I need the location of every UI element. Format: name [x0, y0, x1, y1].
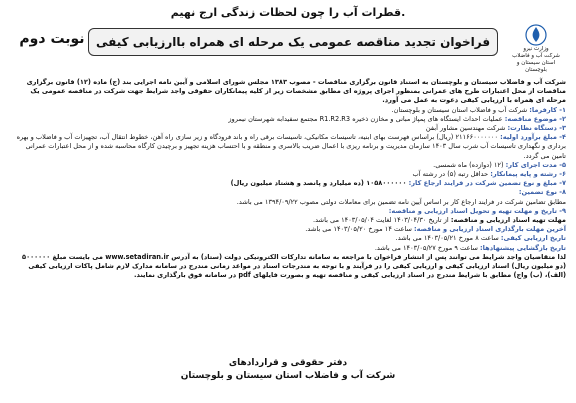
round-label: نوبت دوم — [19, 31, 85, 47]
notice-footer — [0, 357, 576, 383]
logo-line-3: استان سیستان و بلوچستان — [516, 60, 556, 73]
notice-title: فراخوان تجدید مناقصه عمومی یک مرحله ای همراه باارزیابی کیفی — [95, 35, 491, 49]
item-9-prep: مهلت تهیه اسناد ارزیابی و مناقصه: از تاریخ ۱۴۰۳/۰۴/۳۰ لغایت ۱۴۰۳/۰۵/۰۴ می باشد. — [312, 216, 566, 225]
item-1: ۱- کارفرما: شرکت آب و فاضلاب استان سیستان و بلوچستان. — [391, 105, 566, 114]
item-9: ۹- تاریخ و مهلت تهیه و تحویل اسناد ارزیابی و مناقصه: — [388, 206, 566, 215]
notice-header — [8, 22, 568, 78]
item-6: ۶- رشته و پایه پیمانکار: حداقل رتبه (۵) در رشته آب — [412, 170, 566, 179]
slogan: قطرات آب را چون لحظات زندگی ارج نهیم. — [170, 6, 406, 19]
intro-paragraph: شرکت آب و فاضلاب سیستان و بلوچستان به استناد قانون برگزاری مناقصات - مصوب ۱۳۸۳ مجلس شورای اسلامی و آیین نامه اجرایی بند (ج) ماده (۱۲) قانون برگزاری مناقصات از محل اعتبارات طرح های عمرانی بمنظور اجرای پروژه ای مطابق مشخصات زیر از کلیه پیمانکاران حقوقی واجد شرایط جهت شرکت در مناقصه عمومی یک مرحله ای همراه با ارزیابی کیفی دعوت به عمل می آورد. — [26, 78, 566, 105]
closing-paragraph: لذا متقاضیان واجد شرایط می توانند پس از انتشار فراخوان با مراجعه به سامانه تدارکات الکترونیکی دولت (ستاد) به آدرس www.setadiran.ir می بایست مبلغ ۵۰۰۰۰۰۰ (دو میلیون ریال) اسناد ارزیابی کیفی و ارزیابی کیفی را در فرآیند و با توجه به مندرجات اسناد در مواعد زمانی مندرج در سامانه مدارک لازم شامل پاکات ارزیابی کیفی (الف)، (ب) واج) مطابق با شرایط مندرج در اسناد ارزیابی کیفی و مناقصه تهیه و بصورت فایلهای pdf در سامانه فوق بارگذاری نمایند. — [22, 252, 566, 280]
item-2: ۲- موضوع مناقصه: عملیات احداث ایستگاه های پمپاژ مبانی و مخازن ذخیره R1.R2.R3 مجتمع سفیدابه شهرستان نیمروز — [228, 114, 566, 123]
water-drop-logo-icon — [525, 24, 547, 46]
logo-line-2: شرکت آب و فاضلاب — [512, 53, 560, 59]
company-logo — [508, 24, 564, 78]
item-9-upload: آخرین مهلت بارگذاری اسناد ارزیابی و مناقصه: ساعت ۱۴ مورخ ۱۴۰۳/۰۵/۲۰ می باشد. — [305, 225, 566, 234]
item-4: ۴- مبلغ برآورد اولیه: ۲۱۱۶۶۰۰۰۰۰۰۰ (ریال) براساس فهرست بهای ابنیه، تاسیسات مکانیکی، تاسیسات برقی راه و باند فرودگاه و زیر سازی راه آهن، خطوط انتقال آب، تجهیزات آب و فاضلاب و بهره برداری و نگهداری تاسیسات آب شرب سال ۱۴۰۳ سازمان مدیریت و برنامه ریزی با اعمال ضریب بالاسری و منطقه و با احتساب هزینه تجهیز و برچیدن کارگاه محاسبه شده و از محل اعتبارات عمرانی تامین می گردد. — [16, 133, 566, 160]
footer-company: شرکت آب و فاضلاب استان سیستان و بلوچستان — [180, 371, 396, 381]
item-8-text: مطابق تضامین شرکت در فرایند ارجاع کار بر اساس آیین نامه تضمین برای معاملات دولتی مصوب ۱۳۹۴/۰۹/۲۲ می باشد. — [236, 197, 566, 206]
item-9-opening: تاریخ بازگشایی پیشنهادها: ساعت ۹ مورخ ۱۴۰۳/۰۵/۲۷ می باشد. — [374, 243, 566, 252]
item-7: ۷- مبلغ و نوع تضمین شرکت در فرایند ارجاع کار: ۱۰۵۸۰۰۰۰۰۰ (ده میلیارد و پانصد و هشتاد میلیون ریال) — [230, 179, 566, 188]
item-5: ۵- مدت اجرای کار: (۱۲ (دوازده) ماه شمسی. — [433, 160, 566, 169]
notice-body — [10, 78, 566, 280]
item-3: ۳- دستگاه نظارت: شرکت مهندسین مشاور آبفن — [425, 124, 566, 133]
item-8: ۸- نوع تضمین: — [518, 188, 566, 197]
item-9-evaluation: تاریخ ارزیابی کیفی: ساعت ۸ مورخ ۱۴۰۳/۰۵/۲۱ می باشد. — [395, 234, 566, 243]
logo-line-1: وزارت نیرو — [523, 46, 549, 52]
notice-title-box — [19, 28, 498, 56]
footer-office: دفتر حقوقی و قراردادهای — [228, 358, 348, 368]
